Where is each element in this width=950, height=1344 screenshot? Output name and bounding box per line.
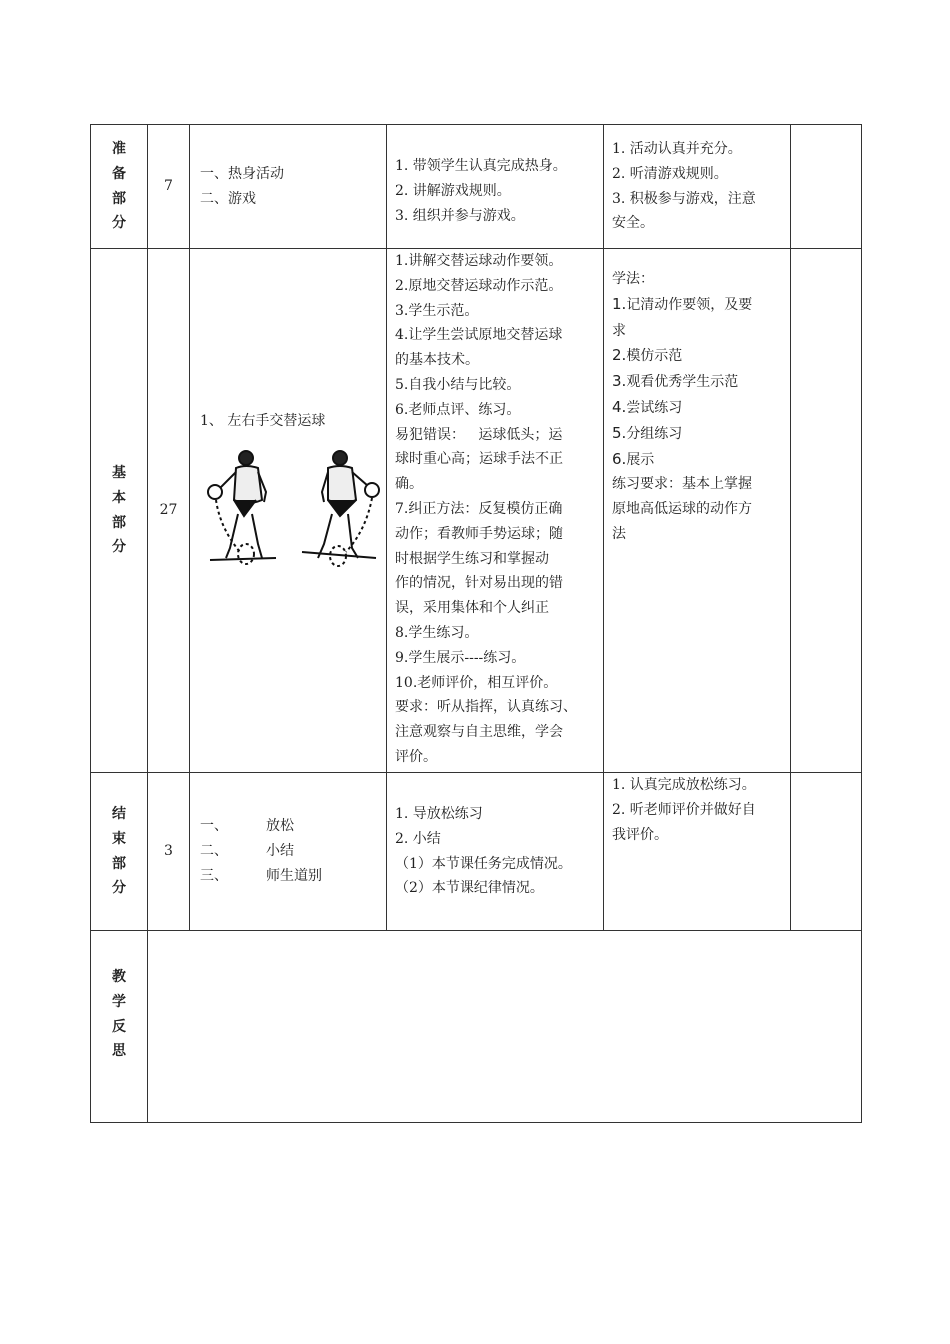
item-number: 6. xyxy=(612,449,627,468)
basic-section-char: 基 xyxy=(112,464,126,481)
end-content-item xyxy=(200,814,378,839)
basic-section-char: 部 xyxy=(112,514,126,531)
basic-teacher-item: 1.讲解交替运球动作要领。 xyxy=(395,253,563,269)
basic-teacher-item: 4.让学生尝试原地交替运球 xyxy=(395,327,563,344)
reflection-section-char: 教 xyxy=(112,969,126,985)
basic-student-item xyxy=(612,292,782,318)
item-text: 展示 xyxy=(626,451,655,468)
basic-minutes: 27 xyxy=(148,249,190,773)
prep-section-char: 准 xyxy=(112,140,126,157)
end-section-char: 结 xyxy=(112,805,126,822)
basic-student xyxy=(604,249,791,773)
reflection-section-char: 学 xyxy=(112,993,126,1010)
end-student-item: 1. 认真完成放松练习。 xyxy=(612,777,756,793)
basic-teacher-item: 的基本技术。 xyxy=(395,352,479,369)
basic-teacher xyxy=(387,249,604,773)
item-number: 3. xyxy=(612,372,627,391)
end-student xyxy=(604,773,791,931)
prep-teacher-item: 2. 讲解游戏规则。 xyxy=(395,183,511,200)
item-text: 求 xyxy=(612,322,626,339)
basic-teacher-item: 6.老师点评、练习。 xyxy=(395,401,521,418)
basic-teacher-item: 确。 xyxy=(395,476,423,493)
basic-student-requirement: 练习要求：基本上掌握 xyxy=(612,476,752,493)
end-row xyxy=(91,773,862,931)
end-section-label xyxy=(91,773,148,931)
item-number: 二、 xyxy=(200,843,228,860)
end-student-item: 我评价。 xyxy=(612,826,668,843)
item-text: 师生道别 xyxy=(266,867,322,884)
prep-student xyxy=(604,125,791,249)
basic-teacher-item: 注意观察与自主思维，学会 xyxy=(395,724,563,741)
item-number: 一、 xyxy=(200,818,228,835)
basic-teacher-item: 要求：听从指挥，认真练习、 xyxy=(395,699,577,716)
prep-student-item: 2. 听清游戏规则。 xyxy=(612,165,728,182)
prep-student-item: 3. 积极参与游戏，注意 xyxy=(612,190,756,207)
item-number: 2. xyxy=(612,346,627,365)
end-content-item xyxy=(200,864,378,889)
reflection-section-label xyxy=(91,931,148,1123)
prep-teacher xyxy=(387,125,604,249)
end-teacher-item: （1）本节课任务完成情况。 xyxy=(395,855,572,872)
basic-content-title: 1、 左右手交替运球 xyxy=(200,413,326,429)
end-teacher-item: 2. 小结 xyxy=(395,830,441,847)
basic-notes xyxy=(791,249,862,773)
prep-content-item: 二、游戏 xyxy=(200,190,256,207)
prep-section-label xyxy=(91,125,148,249)
basic-teacher-item: 3.学生示范。 xyxy=(395,302,479,319)
basic-student-item xyxy=(612,421,782,447)
basic-teacher-item: 时根据学生练习和掌握动 xyxy=(395,550,549,567)
prep-content-item: 一、热身活动 xyxy=(200,165,284,182)
item-text: 观看优秀学生示范 xyxy=(626,374,739,391)
prep-student-item: 1. 活动认真并充分。 xyxy=(612,141,742,157)
basic-row xyxy=(91,249,862,773)
reflection-section-char: 反 xyxy=(112,1018,126,1035)
end-section-char: 分 xyxy=(112,880,126,897)
basic-teacher-item: 动作；看教师手势运球；随 xyxy=(395,525,563,542)
prep-section-char: 部 xyxy=(112,190,126,207)
prep-minutes: 7 xyxy=(148,125,190,249)
end-section-char: 部 xyxy=(112,855,126,872)
reflection-content xyxy=(148,931,862,1123)
basic-student-item xyxy=(612,318,782,344)
basic-section-label xyxy=(91,249,148,773)
item-text: 放松 xyxy=(266,818,294,835)
basic-student-requirement: 法 xyxy=(612,525,626,542)
basic-student-requirement: 原地高低运球的动作方 xyxy=(612,501,752,518)
basic-content xyxy=(190,249,387,773)
end-minutes: 3 xyxy=(148,773,190,931)
prep-teacher-item: 1. 带领学生认真完成热身。 xyxy=(395,158,567,175)
basic-section-char: 分 xyxy=(112,539,126,556)
basic-student-item xyxy=(612,369,782,395)
basic-teacher-item: 9.学生展示----练习。 xyxy=(395,649,526,666)
item-number: 5. xyxy=(612,423,627,442)
end-student-item: 2. 听老师评价并做好自 xyxy=(612,801,756,818)
reflection-row xyxy=(91,931,862,1123)
basic-teacher-item: 10.老师评价，相互评价。 xyxy=(395,674,558,691)
basic-student-item xyxy=(612,343,782,369)
basic-student-title: 学法： xyxy=(612,271,654,287)
basic-teacher-item: 评价。 xyxy=(395,748,437,765)
basic-teacher-item: 作的情况，针对易出现的错 xyxy=(395,575,563,592)
end-teacher-item: 1. 导放松练习 xyxy=(395,805,483,822)
dribbling-players-figure xyxy=(206,448,386,578)
basic-teacher-item: 5.自我小结与比较。 xyxy=(395,376,521,393)
item-number: 1. xyxy=(612,294,627,313)
item-text: 模仿示范 xyxy=(626,348,683,365)
prep-student-item: 安全。 xyxy=(612,215,654,232)
basic-student-item xyxy=(612,447,782,473)
item-text: 分组练习 xyxy=(626,425,683,442)
dribbling-illustration xyxy=(200,434,378,624)
prep-section-char: 备 xyxy=(112,165,126,182)
basic-teacher-item: 球时重心高；运球手法不正 xyxy=(395,451,563,468)
basic-teacher-item: 易犯错误： 运球低头；运 xyxy=(395,426,563,443)
item-text: 小结 xyxy=(266,843,294,860)
lesson-plan-table xyxy=(90,124,862,1123)
end-content xyxy=(190,773,387,931)
end-notes xyxy=(791,773,862,931)
item-number: 4. xyxy=(612,397,627,416)
end-section-char: 束 xyxy=(112,830,126,847)
item-number: 三、 xyxy=(200,867,228,884)
end-teacher xyxy=(387,773,604,931)
basic-teacher-item: 误，采用集体和个人纠正 xyxy=(395,600,549,617)
basic-teacher-item: 8.学生练习。 xyxy=(395,624,479,641)
reflection-section-char: 思 xyxy=(112,1043,126,1060)
item-text: 尝试练习 xyxy=(626,399,683,416)
prep-row xyxy=(91,125,862,249)
end-content-item xyxy=(200,839,378,864)
end-teacher-item: （2）本节课纪律情况。 xyxy=(395,880,544,897)
prep-content xyxy=(190,125,387,249)
prep-teacher-item: 3. 组织并参与游戏。 xyxy=(395,207,525,224)
prep-section-char: 分 xyxy=(112,215,126,232)
basic-section-char: 本 xyxy=(112,489,126,506)
basic-teacher-item: 2.原地交替运球动作示范。 xyxy=(395,277,563,294)
basic-teacher-item: 7.纠正方法：反复模仿正确 xyxy=(395,500,563,517)
prep-notes xyxy=(791,125,862,249)
basic-student-item xyxy=(612,395,782,421)
item-text: 记清动作要领，及要 xyxy=(626,296,753,313)
